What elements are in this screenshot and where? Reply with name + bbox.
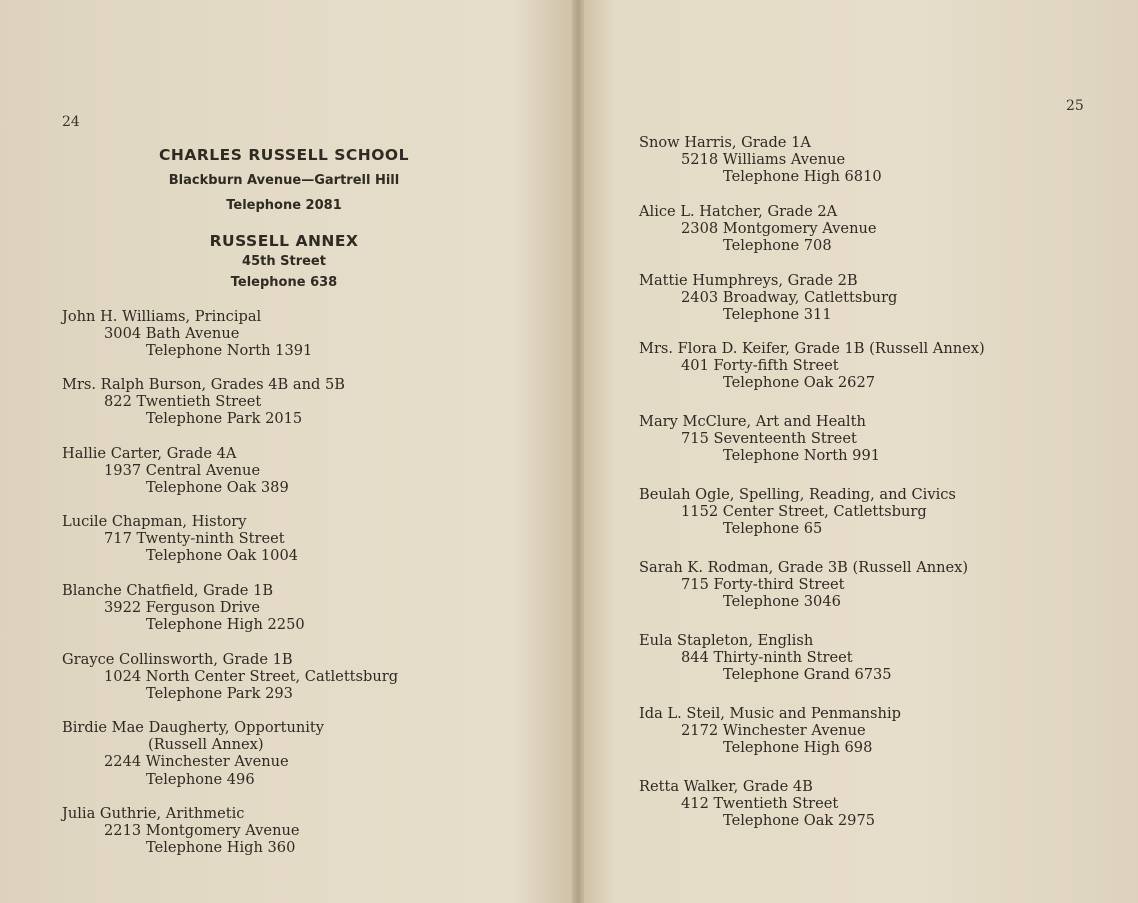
entry-telephone: Telephone Oak 389 — [146, 479, 289, 497]
school-name-heading: CHARLES RUSSELL SCHOOL — [159, 146, 409, 164]
entry-telephone: Telephone 3046 — [723, 593, 841, 611]
right-page — [578, 0, 1138, 903]
page-number-left: 24 — [62, 114, 80, 130]
entry-name: Mrs. Flora D. Keifer, Grade 1B (Russell Annex) — [639, 340, 985, 357]
entry-address: 715 Forty-third Street — [681, 576, 845, 594]
entry-telephone: Telephone High 698 — [723, 739, 873, 757]
entry-address: 2213 Montgomery Avenue — [104, 822, 300, 840]
directory-entry — [62, 445, 289, 497]
entry-name: Eula Stapleton, English — [639, 632, 814, 649]
entry-name: Ida L. Steil, Music and Penmanship — [639, 705, 901, 722]
entry-address: 1024 North Center Street, Catlettsburg — [104, 668, 399, 686]
directory-entry — [62, 513, 298, 565]
entry-telephone: Telephone Grand 6735 — [723, 666, 892, 684]
directory-entry — [639, 632, 892, 684]
directory-entry — [62, 582, 305, 634]
entry-telephone: Telephone 311 — [723, 306, 832, 324]
entry-telephone: Telephone 496 — [146, 770, 255, 788]
entry-note: (Russell Annex) — [148, 736, 264, 754]
entry-telephone: Telephone 65 — [723, 520, 823, 538]
entry-name: Hallie Carter, Grade 4A — [62, 445, 237, 462]
directory-entry — [62, 308, 312, 360]
entry-telephone: Telephone High 2250 — [146, 616, 305, 634]
entry-name: Blanche Chatfield, Grade 1B — [62, 582, 274, 599]
entry-address: 2172 Winchester Avenue — [681, 722, 866, 740]
entry-address: 1152 Center Street, Catlettsburg — [681, 503, 927, 521]
entry-telephone: Telephone Oak 2627 — [723, 374, 876, 392]
page-number-right: 25 — [1066, 98, 1084, 114]
directory-entry — [62, 651, 398, 703]
entry-telephone: Telephone Oak 1004 — [146, 547, 299, 565]
entry-telephone: Telephone Oak 2975 — [723, 812, 876, 830]
directory-entry — [62, 719, 324, 788]
entry-address: 844 Thirty-ninth Street — [681, 649, 853, 667]
entry-telephone: Telephone Park 2015 — [146, 410, 303, 428]
directory-entry — [62, 805, 300, 857]
entry-address: 2308 Montgomery Avenue — [681, 220, 877, 238]
entry-address: 3004 Bath Avenue — [104, 325, 240, 343]
directory-entry — [639, 272, 897, 324]
entry-address: 2244 Winchester Avenue — [104, 753, 289, 771]
entry-address: 1937 Central Avenue — [104, 462, 261, 480]
school-telephone: Telephone 2081 — [226, 198, 342, 213]
entry-address: 2403 Broadway, Catlettsburg — [681, 289, 898, 307]
entry-name: Mrs. Ralph Burson, Grades 4B and 5B — [62, 376, 345, 393]
entry-telephone: Telephone North 991 — [723, 447, 881, 465]
entry-name: Lucile Chapman, History — [62, 513, 247, 530]
entry-name: Grayce Collinsworth, Grade 1B — [62, 651, 293, 668]
entry-name: Snow Harris, Grade 1A — [639, 134, 811, 151]
entry-telephone: Telephone Park 293 — [146, 685, 293, 703]
entry-address: 401 Forty-fifth Street — [681, 357, 839, 375]
entry-telephone: Telephone North 1391 — [146, 342, 313, 360]
school-address: Blackburn Avenue—Gartrell Hill — [168, 173, 400, 188]
entry-address: 822 Twentieth Street — [104, 393, 262, 411]
directory-entry — [639, 778, 875, 830]
entry-name: Mattie Humphreys, Grade 2B — [639, 272, 858, 289]
entry-telephone: Telephone High 360 — [146, 839, 296, 857]
directory-entry — [639, 486, 956, 538]
annex-name-heading: RUSSELL ANNEX — [209, 232, 359, 250]
entry-address: 715 Seventeenth Street — [681, 430, 857, 448]
directory-entry — [639, 705, 901, 757]
entry-name: Mary McClure, Art and Health — [639, 413, 866, 430]
entry-telephone: Telephone High 6810 — [723, 168, 882, 186]
directory-entry — [639, 413, 880, 465]
entry-name: John H. Williams, Principal — [62, 308, 262, 325]
directory-entry — [62, 376, 345, 428]
annex-street: 45th Street — [242, 254, 326, 269]
directory-entry — [639, 203, 877, 255]
entry-name: Julia Guthrie, Arithmetic — [62, 805, 245, 822]
directory-entry — [639, 559, 968, 611]
entry-address: 3922 Ferguson Drive — [104, 599, 260, 617]
entry-address: 717 Twenty-ninth Street — [104, 530, 285, 548]
entry-name: Birdie Mae Daugherty, Opportunity — [62, 719, 325, 736]
entry-name: Retta Walker, Grade 4B — [639, 778, 813, 795]
entry-name: Alice L. Hatcher, Grade 2A — [639, 203, 838, 220]
entry-address: 412 Twentieth Street — [681, 795, 839, 813]
entry-telephone: Telephone 708 — [723, 237, 832, 255]
annex-telephone: Telephone 638 — [230, 275, 338, 290]
entry-name: Beulah Ogle, Spelling, Reading, and Civics — [639, 486, 956, 503]
entry-name: Sarah K. Rodman, Grade 3B (Russell Annex) — [639, 559, 969, 576]
directory-entry — [639, 340, 985, 392]
entry-address: 5218 Williams Avenue — [681, 151, 846, 169]
directory-entry — [639, 134, 882, 186]
